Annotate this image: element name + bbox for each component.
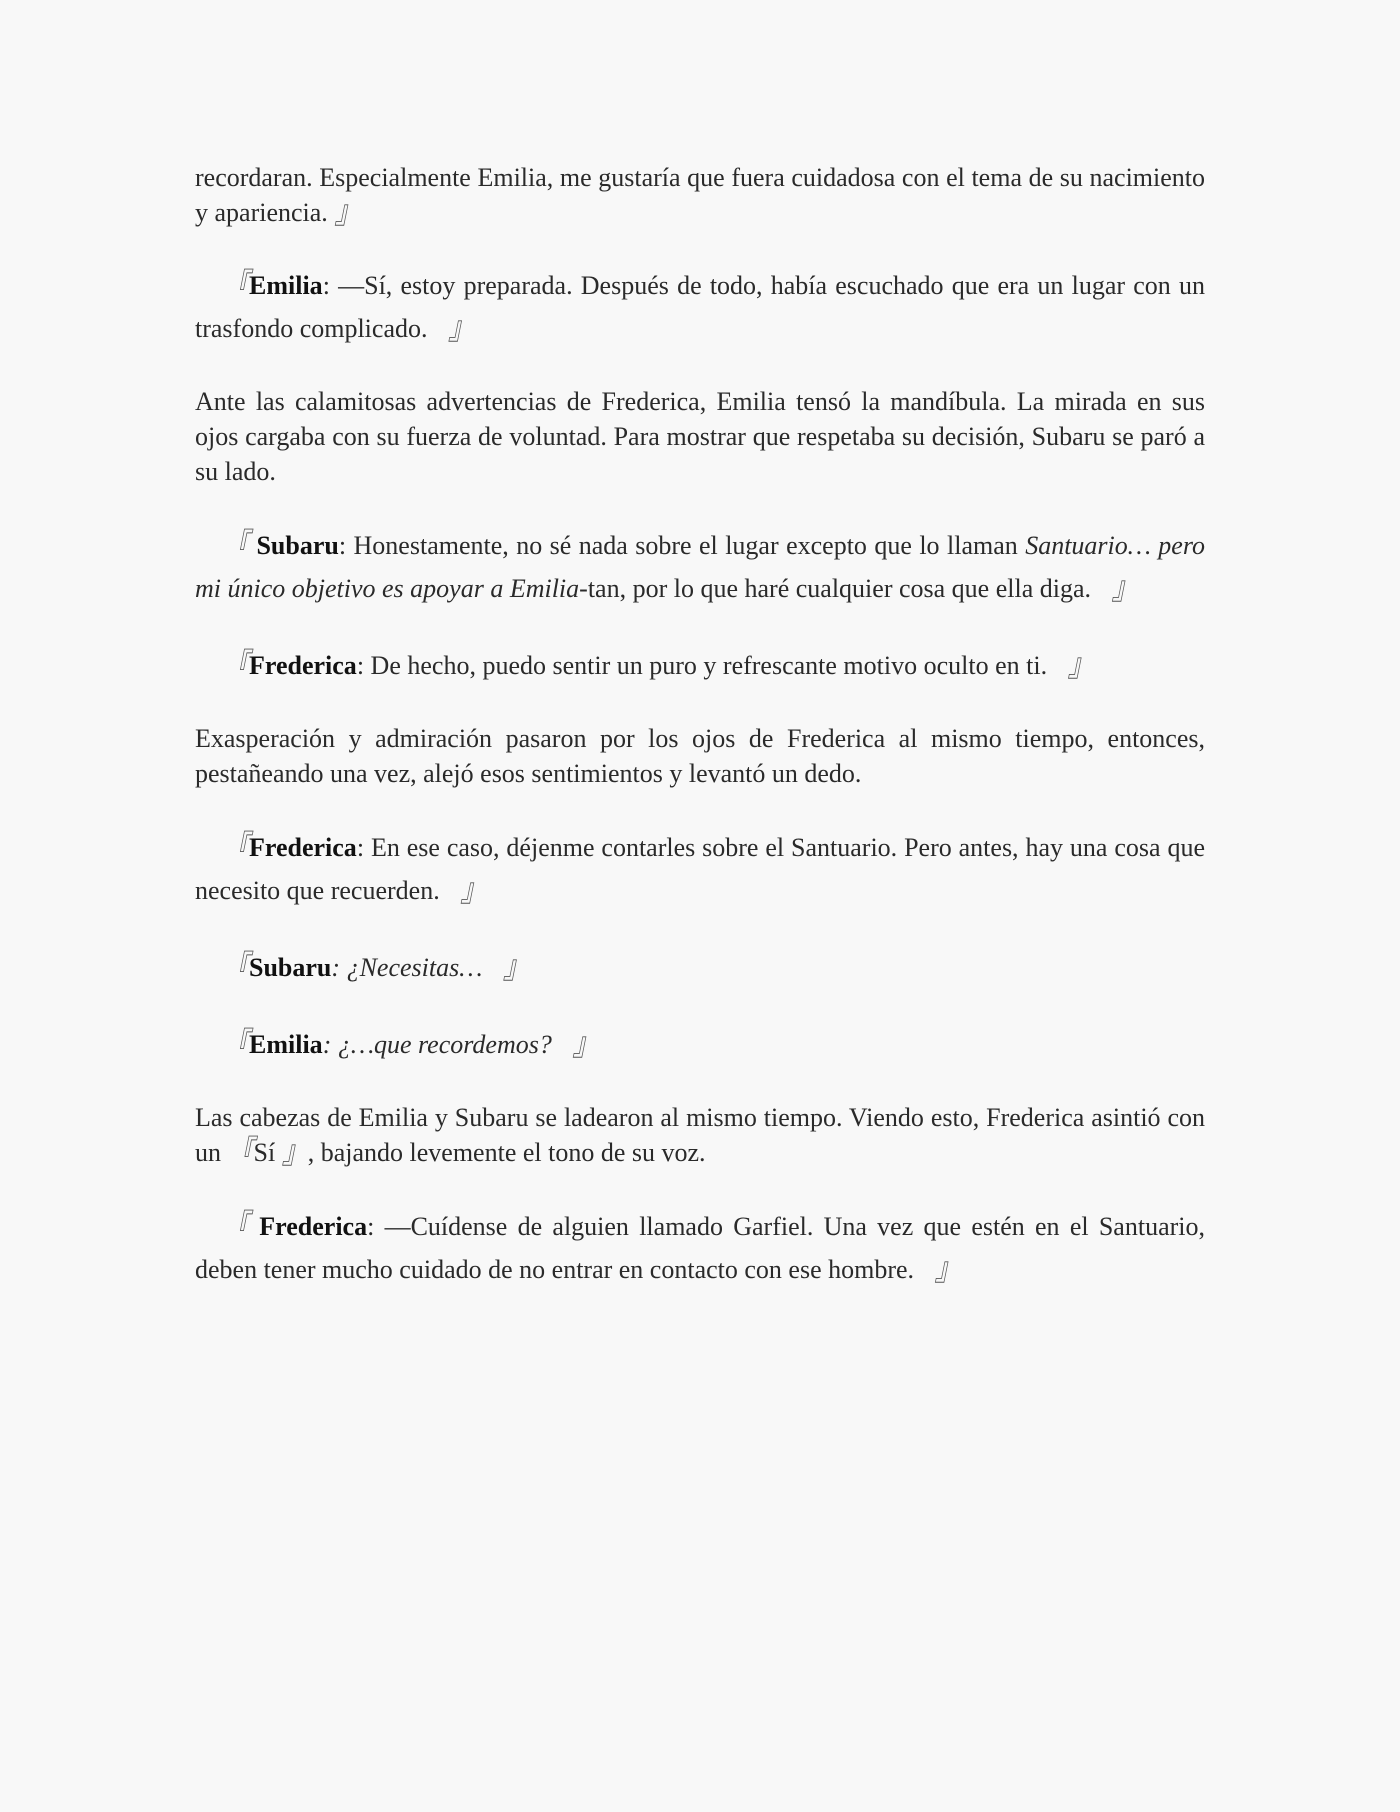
paragraph-text: , bajando levemente el tono de su voz.: [307, 1138, 706, 1167]
speaker-colon: :: [322, 1030, 332, 1059]
dialogue-text: De hecho, puedo sentir un puro y refrescante motivo oculto en ti.: [364, 651, 1048, 680]
close-quote-mark: 』: [448, 310, 475, 347]
open-quote-mark: 『: [223, 1026, 250, 1063]
dialogue-emilia-2: [195, 1023, 1205, 1066]
paragraph-narration-2: [195, 721, 1205, 791]
open-quote-mark: 『: [223, 267, 250, 304]
speaker-colon: :: [331, 953, 341, 982]
speaker-name: Emilia: [249, 271, 323, 300]
close-quote-mark: 』: [334, 194, 361, 231]
speaker-name: Frederica: [259, 1212, 368, 1241]
dialogue-subaru-1: [195, 524, 1205, 610]
close-quote-mark: 』: [572, 1026, 599, 1063]
open-quote-mark: 『: [223, 647, 250, 684]
speaker-colon: :: [356, 833, 365, 862]
dialogue-text: Honestamente, no sé nada sobre el lugar excepto que lo llaman: [346, 531, 1026, 560]
dialogue-subaru-2: [195, 946, 1205, 989]
document-body: [195, 160, 1205, 1291]
speaker-colon: :: [356, 651, 365, 680]
speaker-name: Frederica: [249, 651, 357, 680]
dialogue-italic-text: ¿…que recordemos?: [331, 1030, 552, 1059]
speaker-name: Emilia: [249, 1030, 323, 1059]
paragraph-text: Las cabezas de Emilia y Subaru se ladearon al mismo tiempo. Viendo esto, Frederica asintió con un: [195, 1103, 1205, 1167]
dialogue-text: —Cuídense de alguien llamado Garfiel. Una vez que estén en el Santuario, deben tener mucho cuidado de no entrar en contacto con ese hombre.: [195, 1212, 1205, 1284]
close-quote-mark: 』: [1111, 570, 1138, 607]
inline-quoted-word: Sí: [253, 1138, 276, 1167]
dialogue-text: -tan, por lo que haré cualquier cosa que ella diga.: [579, 574, 1092, 603]
speaker-name: Subaru: [256, 531, 339, 560]
close-quote-mark: 』: [460, 872, 487, 909]
open-quote-mark: 『: [223, 829, 250, 866]
open-quote-mark: 『: [223, 1208, 250, 1245]
speaker-name: Frederica: [249, 833, 357, 862]
dialogue-frederica-1: [195, 644, 1205, 687]
paragraph-text: recordaran. Especialmente Emilia, me gustaría que fuera cuidadosa con el tema de su nacimiento y apariencia.: [195, 163, 1205, 227]
dialogue-italic-text: Santuario… pero mi único objetivo es apoyar a Emilia: [195, 531, 1206, 603]
open-quote-mark: 『: [227, 1134, 254, 1171]
dialogue-frederica-3: [195, 1205, 1205, 1291]
open-quote-mark: 『: [223, 949, 250, 986]
paragraph-narration-3: [195, 1100, 1205, 1170]
close-quote-mark: 』: [1067, 647, 1094, 684]
dialogue-italic-text: ¿Necesitas…: [340, 953, 483, 982]
open-quote-mark: 『: [223, 527, 250, 564]
speaker-colon: :: [367, 1212, 375, 1241]
speaker-colon: :: [322, 271, 330, 300]
close-quote-mark: 』: [934, 1251, 961, 1288]
paragraph-text: Ante las calamitosas advertencias de Frederica, Emilia tensó la mandíbula. La mirada en sus ojos cargaba con su fuerza de voluntad. Para mostrar que respetaba su decisión, Subaru se paró a su lado.: [195, 387, 1205, 486]
paragraph-narration-1: [195, 384, 1205, 489]
paragraph-1: [195, 160, 1205, 230]
close-quote-mark: 』: [281, 1134, 308, 1171]
paragraph-text: Exasperación y admiración pasaron por los ojos de Frederica al mismo tiempo, entonces, pestañeando una vez, alejó esos sentimientos y levantó un dedo.: [195, 724, 1205, 788]
dialogue-emilia-1: [195, 264, 1205, 350]
speaker-name: Subaru: [249, 953, 332, 982]
speaker-colon: :: [338, 531, 347, 560]
dialogue-frederica-2: [195, 826, 1205, 912]
close-quote-mark: 』: [502, 949, 529, 986]
dialogue-text: En ese caso, déjenme contarles sobre el Santuario. Pero antes, hay una cosa que necesito que recuerden.: [195, 833, 1205, 905]
dialogue-text: —Sí, estoy preparada. Después de todo, había escuchado que era un lugar con un trasfondo complicado.: [195, 271, 1205, 343]
